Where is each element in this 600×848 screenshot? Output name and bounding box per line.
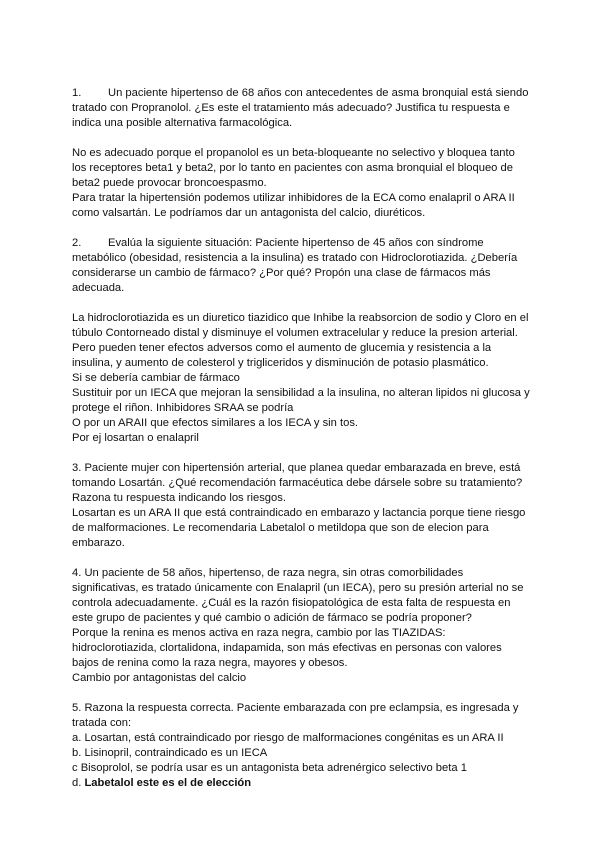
answer-4-line: bajos de renina como la raza negra, mayores y obesos. <box>72 657 348 669</box>
answer-1-line: Para tratar la hipertensión podemos utilizar inhibidores de la ECA como enalapril o ARA II <box>72 192 515 204</box>
answer-1-line: como valsartán. Le podríamos dar un antagonista del calcio, diuréticos. <box>72 207 426 219</box>
question-2-line: considerarse un cambio de fármaco? ¿Por qué? Propón una clase de fármacos más <box>72 267 491 279</box>
question-2-line: Evalúa la siguiente situación: Paciente hipertenso de 45 años con síndrome <box>108 237 484 249</box>
answer-3-line: embarazo. <box>72 537 125 549</box>
question-4-line: 4. Un paciente de 58 años, hipertenso, de raza negra, sin otras comorbilidades <box>72 567 464 579</box>
answer-2-line: insulina, y aumento de colesterol y trigliceridos y disminución de potasio plasmático. <box>72 357 489 369</box>
option-c: c Bisoprolol, se podría usar es un antagonista beta adrenérgico selectivo beta 1 <box>72 762 467 774</box>
answer-3-line: de malformaciones. Le recomendaria Labetalol o metildopa que son de elecion para <box>72 522 489 534</box>
question-4-line: este grupo de pacientes y qué cambio o adición de fármaco se podría proponer? <box>72 612 472 624</box>
answer-1-line: los receptores beta1 y beta2, por lo tanto en pacientes con asma bronquial el bloqueo de <box>72 162 513 174</box>
answer-4-line: hidroclorotiazida, clortalidona, indapamida, son más efectivas en personas con valores <box>72 642 502 654</box>
question-2 <box>72 236 532 296</box>
question-2-number: 2. <box>72 237 82 249</box>
option-a: a. Losartan, está contraindicado por riesgo de malformaciones congénitas es un ARA II <box>72 732 504 744</box>
question-2-line: metabólico (obesidad, resistencia a la insulina) es tratado con Hidroclorotiazida. ¿Debería <box>72 252 518 264</box>
answer-4-line: Cambio por antagonistas del calcio <box>72 672 247 684</box>
answer-1-line: No es adecuado porque el propanolol es un beta-bloqueante no selectivo y bloquea tanto <box>72 147 515 159</box>
answer-2-line: Por ej losartan o enalapril <box>72 432 199 444</box>
question-1-number: 1. <box>72 87 82 99</box>
answer-4 <box>72 626 532 686</box>
question-1-line: tratado con Propranolol. ¿Es este el tratamiento más adecuado? Justifica tu respuesta e <box>72 102 510 114</box>
answer-1 <box>72 146 532 221</box>
question-4 <box>72 566 532 626</box>
question-5-line: tratada con: <box>72 717 132 729</box>
answer-2 <box>72 311 532 446</box>
question-5-line: 5. Razona la respuesta correcta. Paciente embarazada con pre eclampsia, es ingresada y <box>72 702 519 714</box>
option-d-prefix: d. <box>72 777 85 789</box>
answer-2-line: Sustituir por un IECA que mejoran la sensibilidad a la insulina, no alteran lipidos ni glucosa y <box>72 387 530 399</box>
question-4-line: controla adecuadamente. ¿Cuál es la razón fisiopatológica de esta falta de respuesta en <box>72 597 511 609</box>
question-1 <box>72 86 532 131</box>
document-body <box>72 86 532 791</box>
answer-2-line: protege el riñon. Inhibidores SRAA se podría <box>72 402 294 414</box>
answer-4-line: Porque la renina es menos activa en raza negra, cambio por las TIAZIDAS: <box>72 627 446 639</box>
question-4-line: significativas, es tratado únicamente con Enalapril (un IECA), pero su presión arterial no se <box>72 582 524 594</box>
answer-3 <box>72 506 532 551</box>
answer-2-line: Pero pueden tener efectos adversos como el aumento de glucemia y resistencia a la <box>72 342 492 354</box>
question-5-options <box>72 731 532 791</box>
question-3-line: tomando Losartán. ¿Qué recomendación farmacéutica debe dársele sobre su tratamiento? <box>72 477 523 489</box>
question-3 <box>72 461 532 506</box>
answer-2-line: O por un ARAII que efectos similares a los IECA y sin tos. <box>72 417 359 429</box>
option-d-answer: Labetalol este es el de elección <box>84 777 252 789</box>
answer-2-line: La hidroclorotiazida es un diuretico tiazidico que Inhibe la reabsorcion de sodio y Cloro en el <box>72 312 529 324</box>
question-1-line: Un paciente hipertenso de 68 años con antecedentes de asma bronquial está siendo <box>108 87 529 99</box>
question-2-line: adecuada. <box>72 282 125 294</box>
answer-2-line: Si se debería cambiar de fármaco <box>72 372 240 384</box>
answer-2-line: túbulo Contorneado distal y disminuye el volumen extracelular y reduce la presion arterial. <box>72 327 518 339</box>
option-d <box>72 776 532 791</box>
question-3-line: 3. Paciente mujer con hipertensión arterial, que planea quedar embarazada en breve, está <box>72 462 521 474</box>
question-3-line: Razona tu respuesta indicando los riesgos. <box>72 492 286 504</box>
question-5 <box>72 701 532 731</box>
answer-3-line: Losartan es un ARA II que está contraindicado en embarazo y lactancia porque tiene riesgo <box>72 507 526 519</box>
option-b: b. Lisinopril, contraindicado es un IECA <box>72 747 268 759</box>
answer-1-line: beta2 puede provocar broncoespasmo. <box>72 177 267 189</box>
question-1-line: indica una posible alternativa farmacológica. <box>72 117 293 129</box>
